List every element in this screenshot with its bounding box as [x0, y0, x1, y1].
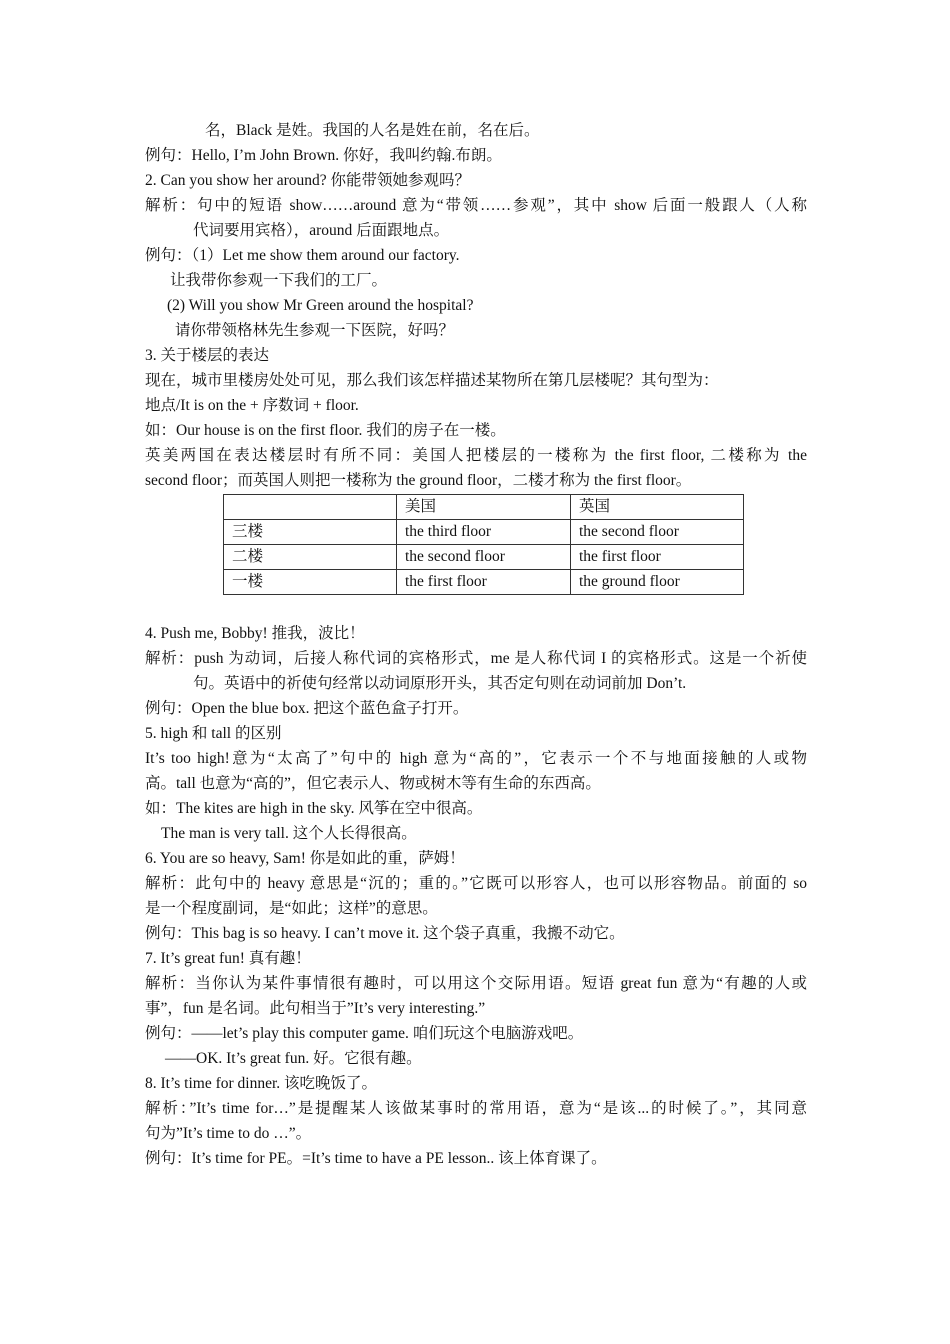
text-line: 如：The kites are high in the sky. 风筝在空中很高。 — [145, 800, 483, 817]
section-heading: 3. 关于楼层的表达 — [145, 347, 270, 364]
table-header-row — [224, 495, 744, 520]
table-cell: the first floor — [571, 545, 744, 570]
text-line: 如：Our house is on the first floor. 我们的房子在一楼。 — [145, 422, 506, 439]
floor-comparison-table — [223, 494, 744, 595]
text-line: 事”，fun 是名词。此句相当于”It’s very interesting.” — [145, 1000, 486, 1017]
document-page — [145, 118, 807, 1171]
table-cell: the first floor — [397, 570, 571, 595]
text-line: 句为”It’s time to do …”。 — [145, 1125, 312, 1142]
table-row — [224, 520, 744, 545]
text-line: 解析：push 为动词，后接人称代词的宾格形式，me 是人称代词 I 的宾格形式。这是一个祈使 — [145, 650, 807, 667]
section-heading: 2. Can you show her around? 你能带领她参观吗？ — [145, 172, 471, 189]
text-line: second floor；而英国人则把一楼称为 the ground floor，二楼才称为 the first floor。 — [145, 472, 692, 489]
text-line: ——OK. It’s great fun. 好。它很有趣。 — [165, 1050, 422, 1067]
section-heading: 8. It’s time for dinner. 该吃晚饭了。 — [145, 1075, 378, 1092]
text-line: 句。英语中的祈使句经常以动词原形开头，其否定句则在动词前加 Don’t. — [193, 675, 687, 692]
table-header-cell: 美国 — [397, 495, 571, 520]
table-cell: the second floor — [397, 545, 571, 570]
table-cell: the second floor — [571, 520, 744, 545]
text-line: 解析：句中的短语 show……around 意为“带领……参观”，其中 show 后面一般跟人（人称 — [145, 197, 807, 214]
table-header-cell: 英国 — [571, 495, 744, 520]
text-line: The man is very tall. 这个人长得很高。 — [161, 825, 417, 842]
text-line: 名，Black 是姓。我国的人名是姓在前，名在后。 — [205, 122, 540, 139]
text-line: It’s too high!意为“太高了”句中的 high 意为“高的”，它表示一个不与地面接触的人或物 — [145, 750, 807, 767]
text-line: 解析：此句中的 heavy 意思是“沉的；重的。”它既可以形容人，也可以形容物品。前面的 so — [145, 875, 807, 892]
text-line: 例句：It’s time for PE。=It’s time to have a PE lesson.. 该上体育课了。 — [145, 1150, 607, 1167]
table-cell: 三楼 — [224, 520, 397, 545]
table-row — [224, 545, 744, 570]
table-cell: 一楼 — [224, 570, 397, 595]
text-line: 是一个程度副词，是“如此；这样”的意思。 — [145, 900, 438, 917]
section-heading: 4. Push me, Bobby! 推我，波比！ — [145, 625, 365, 642]
text-line: 高。tall 也意为“高的”，但它表示人、物或树木等有生命的东西高。 — [145, 775, 601, 792]
text-line: (2) Will you show Mr Green around the hospital? — [167, 297, 474, 314]
text-line: 英美两国在表达楼层时有所不同：美国人把楼层的一楼称为 the first floor, 二楼称为 the — [145, 447, 807, 464]
text-line: 代词要用宾格），around 后面跟地点。 — [193, 222, 450, 239]
text-line: 例句：——let’s play this computer game. 咱们玩这个电脑游戏吧。 — [145, 1025, 584, 1042]
section-heading: 7. It’s great fun! 真有趣！ — [145, 950, 311, 967]
table-cell: the ground floor — [571, 570, 744, 595]
text-line: 例句：（1）Let me show them around our factory. — [145, 247, 460, 264]
table-row — [224, 570, 744, 595]
text-line: 地点/It is on the + 序数词 + floor. — [145, 397, 359, 414]
text-line: 请你带领格林先生参观一下医院，好吗？ — [175, 322, 455, 339]
section-heading: 5. high 和 tall 的区别 — [145, 725, 282, 742]
table-cell: the third floor — [397, 520, 571, 545]
text-line: 例句：This bag is so heavy. I can’t move it. 这个袋子真重，我搬不动它。 — [145, 925, 625, 942]
table-header-cell — [224, 495, 397, 520]
text-line: 解析：当你认为某件事情很有趣时，可以用这个交际用语。短语 great fun 意为“有趣的人或 — [145, 975, 807, 992]
section-heading: 6. You are so heavy, Sam! 你是如此的重，萨姆！ — [145, 850, 465, 867]
table-cell: 二楼 — [224, 545, 397, 570]
text-line: 例句：Open the blue box. 把这个蓝色盒子打开。 — [145, 700, 469, 717]
text-line: 让我带你参观一下我们的工厂。 — [170, 272, 388, 289]
text-line: 解析：”It’s time for…”是提醒某人该做某事时的常用语，意为“是该...的时候了。”，其同意 — [145, 1100, 807, 1117]
text-line: 现在，城市里楼房处处可见，那么我们该怎样描述某物所在第几层楼呢？其句型为： — [145, 372, 719, 389]
text-line: 例句：Hello, I’m John Brown. 你好，我叫约翰.布朗。 — [145, 147, 502, 164]
